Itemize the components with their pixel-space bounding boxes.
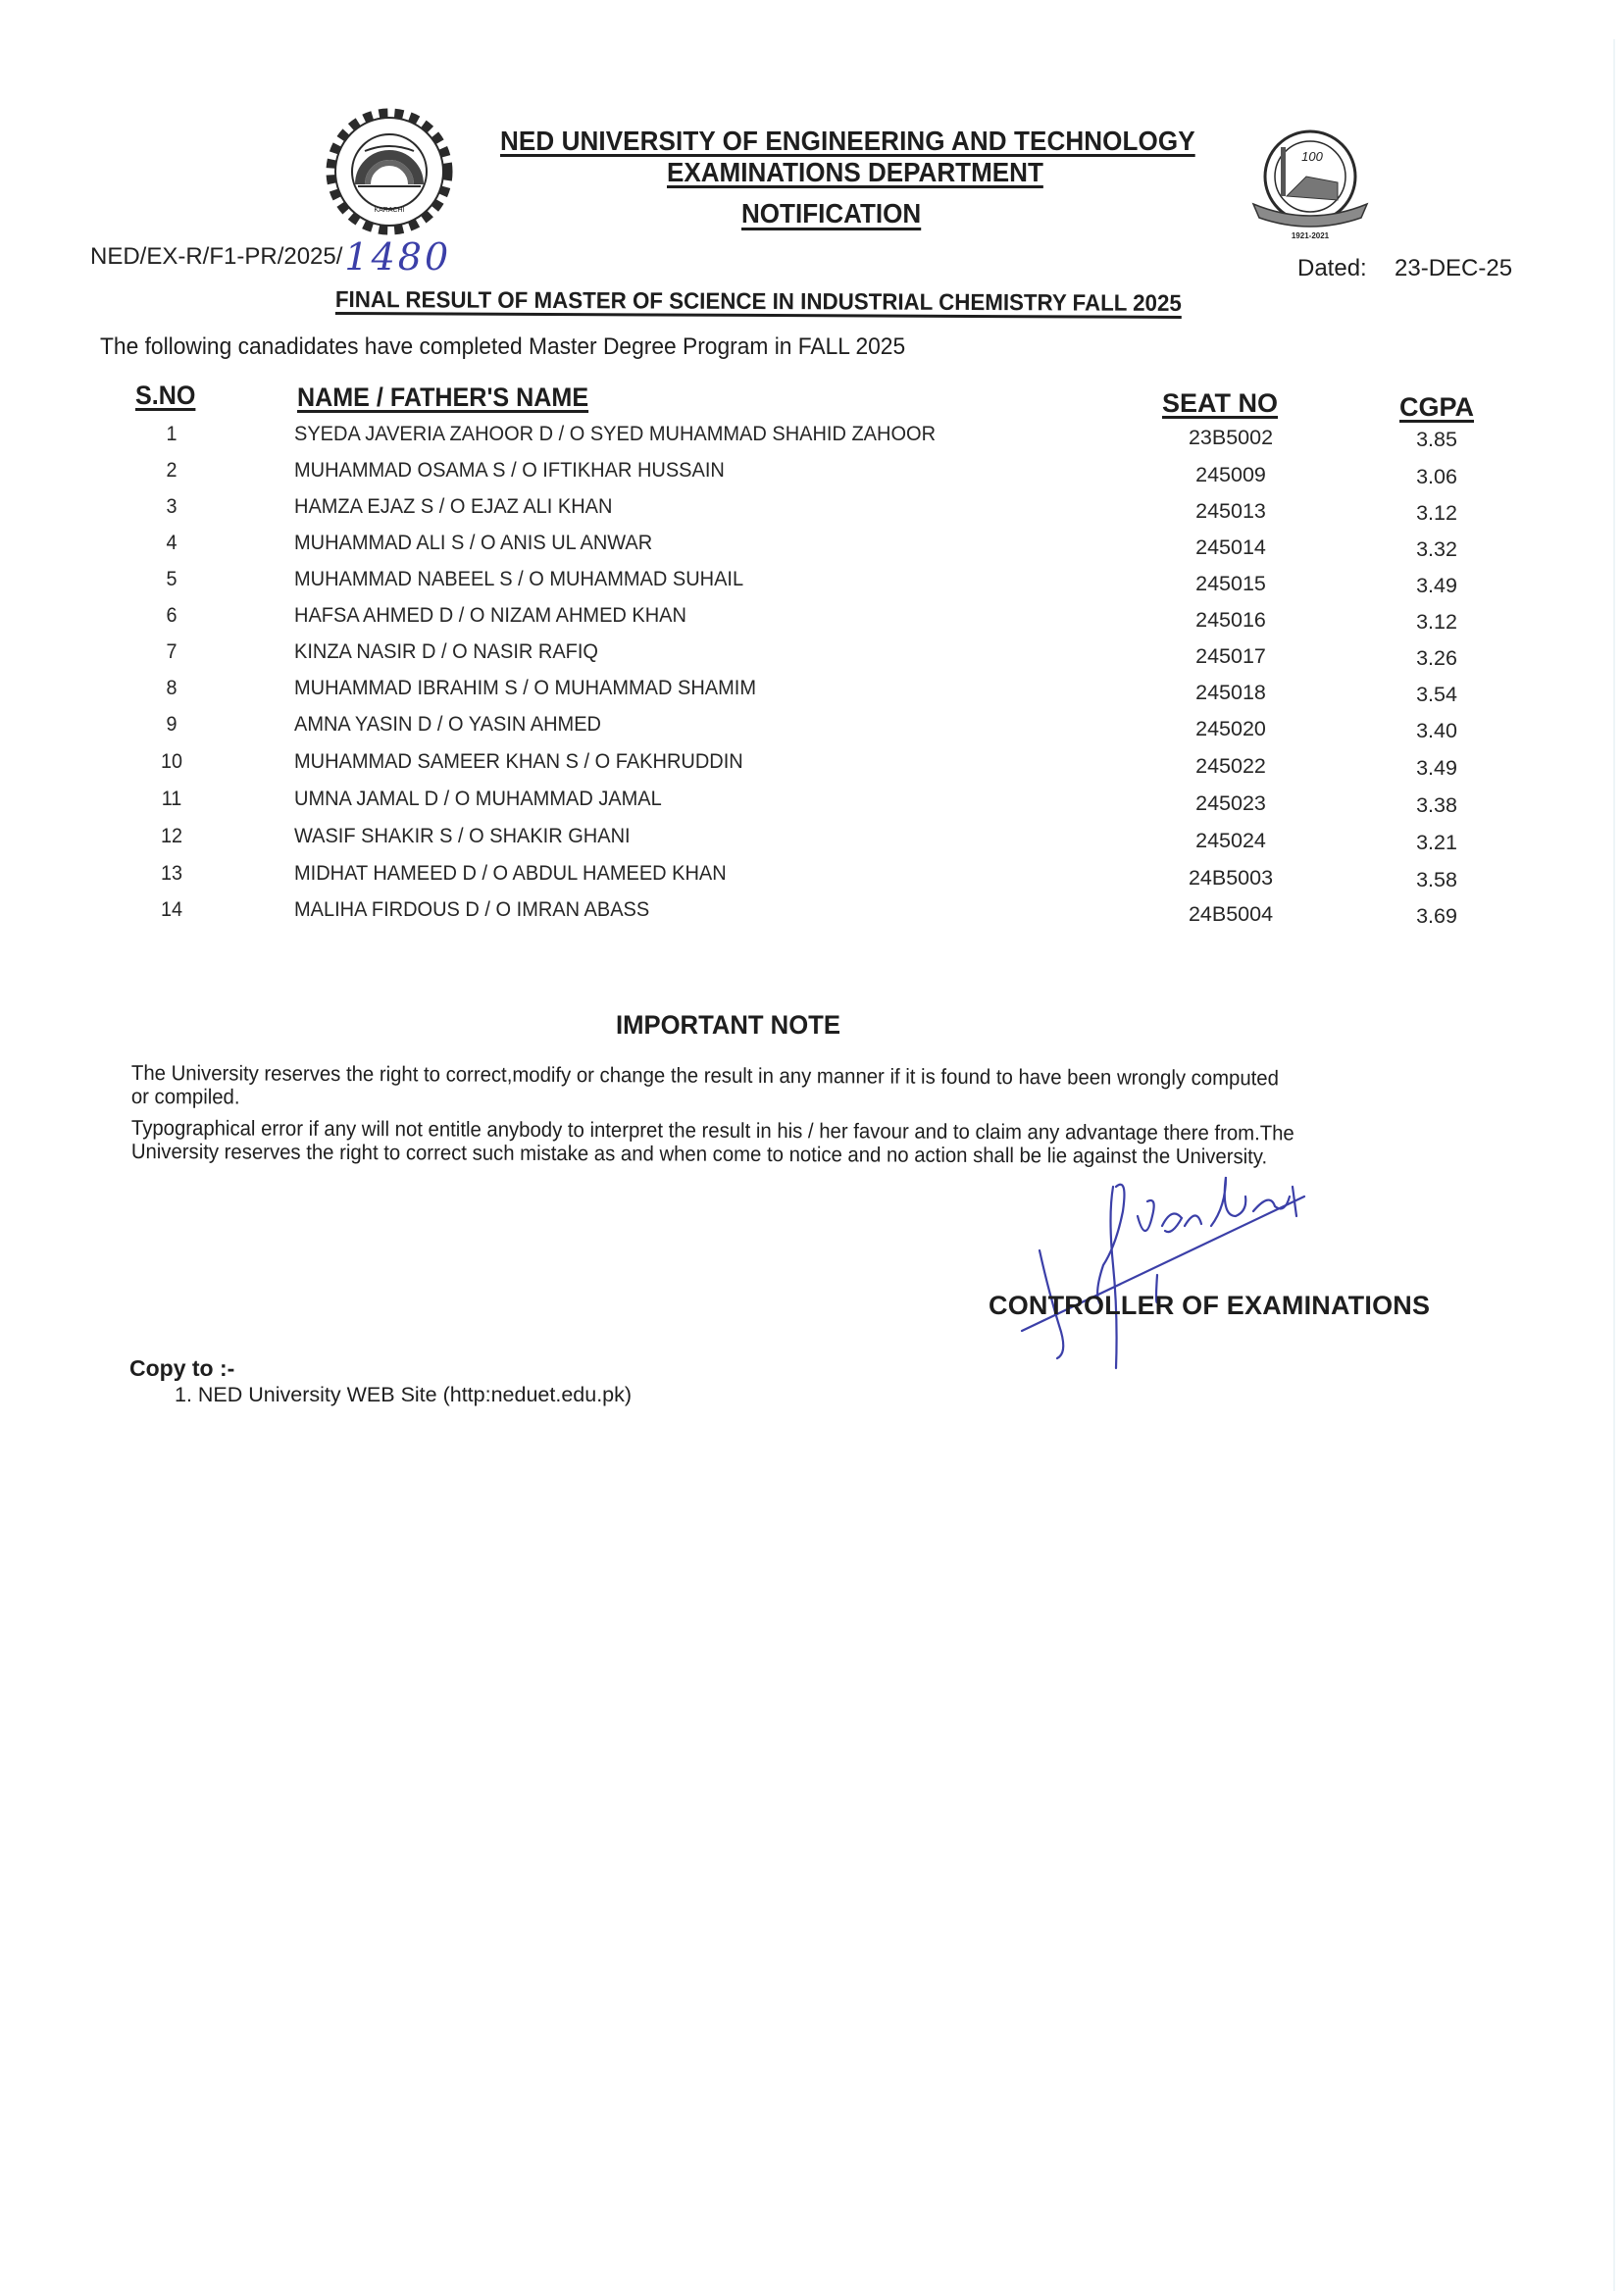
row-name: SYEDA JAVERIA ZAHOOR D / O SYED MUHAMMAD SHAHID ZAHOOR bbox=[294, 422, 937, 445]
row-cgpa: 3.12 bbox=[1416, 501, 1457, 525]
table-row bbox=[0, 861, 1624, 897]
row-name: AMNA YASIN D / O YASIN AHMED bbox=[294, 712, 601, 736]
ned-centenary-emblem-icon bbox=[1247, 126, 1373, 241]
svg-text:100: 100 bbox=[1301, 149, 1323, 164]
row-name: MUHAMMAD NABEEL S / O MUHAMMAD SUHAIL bbox=[294, 567, 744, 590]
result-title: FINAL RESULT OF MASTER OF SCIENCE IN INDUSTRIAL CHEMISTRY FALL 2025 bbox=[334, 286, 1182, 316]
document-type: NOTIFICATION bbox=[741, 198, 922, 229]
table-row bbox=[0, 712, 1624, 748]
row-seat-no: 245018 bbox=[1195, 681, 1266, 704]
row-cgpa: 3.49 bbox=[1416, 756, 1457, 780]
table-row bbox=[0, 824, 1624, 860]
row-seat-no: 245022 bbox=[1195, 754, 1266, 778]
table-row bbox=[0, 787, 1624, 823]
row-seat-no: 245024 bbox=[1195, 829, 1266, 852]
svg-text:KARACHI: KARACHI bbox=[374, 207, 405, 214]
row-seat-no: 24B5003 bbox=[1188, 866, 1274, 890]
table-row bbox=[0, 676, 1624, 712]
reference-prefix: NED/EX-R/F1-PR/2025/ bbox=[90, 243, 343, 270]
row-seat-no: 245013 bbox=[1195, 499, 1266, 523]
row-cgpa: 3.58 bbox=[1416, 868, 1457, 891]
row-name: UMNA JAMAL D / O MUHAMMAD JAMAL bbox=[294, 787, 662, 810]
row-name: MIDHAT HAMEED D / O ABDUL HAMEED KHAN bbox=[294, 861, 727, 885]
row-name: HAFSA AHMED D / O NIZAM AHMED KHAN bbox=[294, 603, 686, 627]
row-seat-no: 245014 bbox=[1195, 535, 1266, 559]
important-note-paragraph-1: The University reserves the right to correct,modify or change the result in any manner if it is found to have been wrongly computed or compiled. bbox=[130, 1061, 1279, 1109]
row-seat-no: 245017 bbox=[1195, 644, 1266, 668]
row-cgpa: 3.21 bbox=[1416, 831, 1457, 854]
row-seat-no: 245009 bbox=[1195, 463, 1266, 486]
row-cgpa: 3.06 bbox=[1416, 465, 1457, 488]
column-header-name: NAME / FATHER'S NAME bbox=[297, 382, 589, 412]
table-row bbox=[0, 603, 1624, 639]
column-header-cgpa: CGPA bbox=[1399, 392, 1475, 422]
row-name: MUHAMMAD OSAMA S / O IFTIKHAR HUSSAIN bbox=[294, 458, 725, 482]
handwritten-signature-icon bbox=[990, 1157, 1324, 1373]
row-cgpa: 3.32 bbox=[1416, 537, 1457, 561]
copy-to-label: Copy to :- bbox=[129, 1355, 235, 1381]
row-cgpa: 3.54 bbox=[1416, 683, 1457, 706]
row-name: MUHAMMAD SAMEER KHAN S / O FAKHRUDDIN bbox=[294, 749, 743, 773]
row-name: MALIHA FIRDOUS D / O IMRAN ABASS bbox=[294, 897, 650, 921]
table-row bbox=[0, 494, 1624, 531]
table-row bbox=[0, 531, 1624, 567]
row-sno: 13 bbox=[160, 861, 182, 885]
row-seat-no: 24B5004 bbox=[1188, 902, 1274, 926]
ned-university-crest-icon bbox=[324, 106, 456, 238]
svg-text:1921-2021: 1921-2021 bbox=[1291, 231, 1330, 240]
reference-handwritten-number: 1480 bbox=[344, 235, 452, 279]
row-sno: 10 bbox=[160, 749, 182, 773]
row-cgpa: 3.40 bbox=[1416, 719, 1457, 742]
table-row bbox=[0, 567, 1624, 603]
row-name: KINZA NASIR D / O NASIR RAFIQ bbox=[294, 639, 598, 663]
row-seat-no: 245015 bbox=[1195, 572, 1266, 595]
row-seat-no: 23B5002 bbox=[1188, 426, 1274, 449]
row-sno: 11 bbox=[161, 787, 182, 810]
column-header-seat-no: SEAT NO bbox=[1162, 388, 1279, 418]
controller-of-examinations: CONTROLLER OF EXAMINATIONS bbox=[989, 1291, 1431, 1320]
department-name: EXAMINATIONS DEPARTMENT bbox=[667, 157, 1043, 187]
important-note-paragraph-2: Typographical error if any will not entitle anybody to interpret the result in his / her favour and to claim any advantage there from.The University reserves the right to correct such mistake as and when come to notice and no action shall be lie against the University. bbox=[130, 1116, 1294, 1169]
row-sno: 2 bbox=[166, 458, 178, 482]
row-sno: 9 bbox=[166, 712, 178, 736]
row-cgpa: 3.38 bbox=[1416, 793, 1457, 817]
row-sno: 3 bbox=[166, 494, 178, 518]
row-sno: 6 bbox=[166, 603, 178, 627]
dated-label: Dated: bbox=[1297, 255, 1367, 281]
row-seat-no: 245023 bbox=[1195, 791, 1266, 815]
dated-value: 23-DEC-25 bbox=[1395, 255, 1513, 281]
row-sno: 12 bbox=[160, 824, 182, 847]
scan-edge-line bbox=[1613, 39, 1615, 2291]
row-name: MUHAMMAD IBRAHIM S / O MUHAMMAD SHAMIM bbox=[294, 676, 757, 699]
table-row bbox=[0, 639, 1624, 676]
row-cgpa: 3.49 bbox=[1416, 574, 1457, 597]
reference-number bbox=[90, 229, 452, 279]
row-cgpa: 3.12 bbox=[1416, 610, 1457, 634]
row-sno: 8 bbox=[166, 676, 178, 699]
row-sno: 4 bbox=[166, 531, 178, 554]
table-row bbox=[0, 422, 1624, 458]
row-seat-no: 245020 bbox=[1195, 717, 1266, 740]
row-sno: 14 bbox=[160, 897, 182, 921]
intro-text: The following canadidates have completed Master Degree Program in FALL 2025 bbox=[100, 333, 906, 360]
row-sno: 7 bbox=[166, 639, 178, 663]
important-note-title: IMPORTANT NOTE bbox=[616, 1010, 840, 1040]
table-row bbox=[0, 458, 1624, 494]
row-sno: 5 bbox=[166, 567, 178, 590]
row-name: WASIF SHAKIR S / O SHAKIR GHANI bbox=[294, 824, 631, 847]
column-header-sno: S.NO bbox=[135, 381, 196, 410]
row-cgpa: 3.69 bbox=[1416, 904, 1457, 928]
row-cgpa: 3.85 bbox=[1416, 428, 1457, 451]
row-name: HAMZA EJAZ S / O EJAZ ALI KHAN bbox=[294, 494, 613, 518]
row-sno: 1 bbox=[166, 422, 178, 445]
row-name: MUHAMMAD ALI S / O ANIS UL ANWAR bbox=[294, 531, 653, 554]
row-cgpa: 3.26 bbox=[1416, 646, 1457, 670]
row-seat-no: 245016 bbox=[1195, 608, 1266, 632]
table-row bbox=[0, 749, 1624, 786]
table-row bbox=[0, 897, 1624, 934]
copy-to-item: 1. NED University WEB Site (http:neduet.edu.pk) bbox=[175, 1383, 633, 1406]
university-name: NED UNIVERSITY OF ENGINEERING AND TECHNOLOGY bbox=[500, 126, 1195, 156]
